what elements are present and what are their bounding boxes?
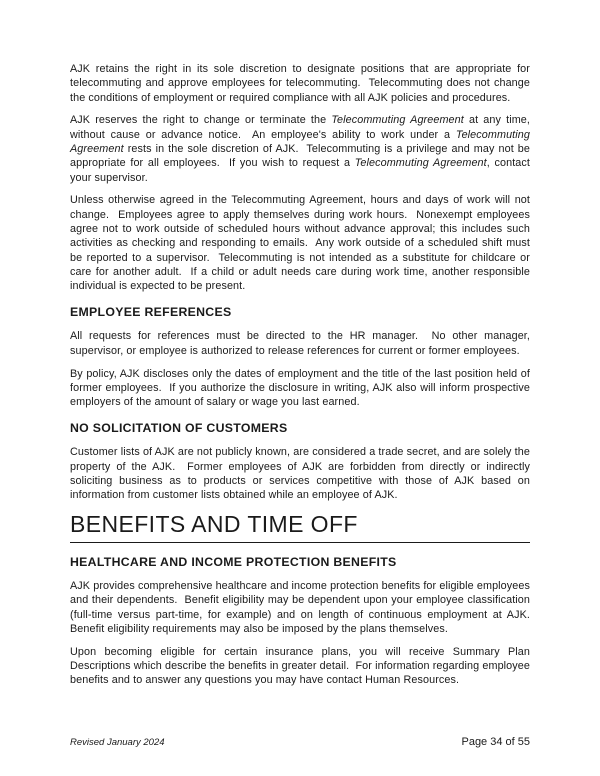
heading-healthcare-benefits: HEALTHCARE AND INCOME PROTECTION BENEFITS [70,555,397,570]
paragraph-telecommuting-agreement: AJK reserves the right to change or terminate the Telecommuting Agreement at any time, without cause or advance notice. An employee's ability to work under a Telecommuting Agreement rests in the sole discretion of AJK. Telecommuting is a privilege and may not be appropriate for all employees. If you wish to request a Telecommuting Agreement, contact your supervisor. [70,114,534,184]
paragraph-telecommuting-rights: AJK retains the right in its sole discretion to designate positions that are appropriate for telecommuting and approve employees for telecommuting. Telecommuting does not change the conditions of employment or required compliance with all AJK policies and procedures. [70,63,534,104]
paragraph-customer-lists: Customer lists of AJK are not publicly known, are considered a trade secret, and are solely the property of the AJK. Former employees of AJK are forbidden from directly or indirectly soliciting business as to products or services competitive with those of AJK based on information from customer lists obtained while an employee of AJK. [70,446,534,502]
footer-page-number: Page 34 of 55 [461,736,530,748]
heading-employee-references: EMPLOYEE REFERENCES [70,305,232,320]
heading-no-solicitation: NO SOLICITATION OF CUSTOMERS [70,421,288,436]
page-footer [70,736,530,748]
paragraph-references-requests: All requests for references must be directed to the HR manager. No other manager, supervisor, or employee is authorized to release references for current or former employees. [70,330,534,357]
heading-benefits-and-time-off: BENEFITS AND TIME OFF [70,511,530,543]
paragraph-references-policy: By policy, AJK discloses only the dates of employment and the title of the last position held of former employees. If you authorize the disclosure in writing, AJK also will inform prospective employers of the amount of salary or wage you last earned. [70,367,534,409]
footer-revision-date: Revised January 2024 [70,737,165,748]
paragraph-insurance-plans: Upon becoming eligible for certain insurance plans, you will receive Summary Plan Descriptions which describe the benefits in greater detail. For information regarding employee benefits and to answer any questions you may have contact Human Resources. [70,645,534,687]
paragraph-work-hours: Unless otherwise agreed in the Telecommuting Agreement, hours and days of work will not change. Employees agree to apply themselves during work hours. Nonexempt employees agree not to work outside of scheduled hours without advance approval; this includes such activities as checking and responding to emails. Any work outside of a scheduled shift must be reported to a supervisor. Telecommuting is not intended as a substitute for childcare or care for another adult. If a child or adult needs care during work time, another responsible individual is expected to be present. [70,194,534,293]
paragraph-healthcare-benefits: AJK provides comprehensive healthcare and income protection benefits for eligible employees and their dependents. Benefit eligibility may be dependent upon your employee classification (full-time versus part-time, for example) and on length of continuous employment at AJK. Benefit eligibility requirements may also be imposed by the plans themselves. [70,580,537,636]
